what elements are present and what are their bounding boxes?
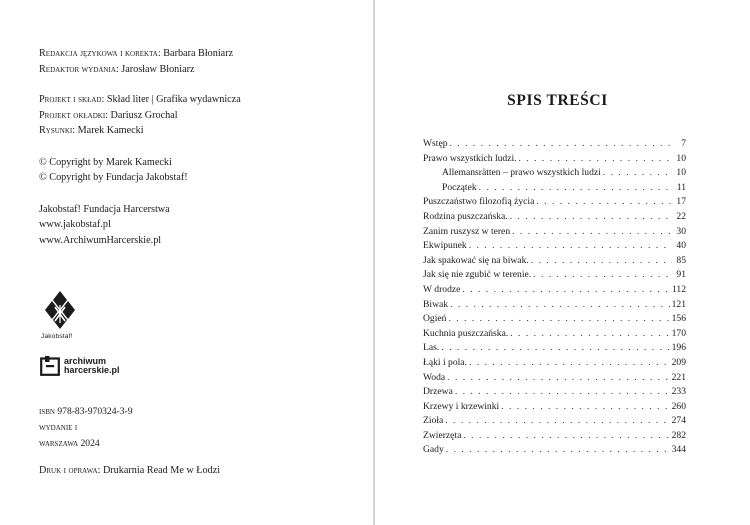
toc-dot-leader: [448, 313, 669, 324]
toc-entry-title: Wstęp: [423, 138, 448, 149]
credit-line: Rysunki: Marek Kamecki: [39, 125, 144, 136]
toc-entry-title: Zanim ruszysz w teren: [423, 225, 511, 237]
toc-entry[interactable]: [423, 299, 686, 314]
toc-dot-leader: [450, 299, 670, 310]
isbn-block: [39, 404, 133, 452]
toc-entry-page: 156: [671, 313, 686, 325]
toc-entry-title: Puszczaństwo filozofią życia: [423, 196, 535, 208]
toc-entry-page: 30: [676, 225, 686, 237]
credit-line: Projekt okładki: Dariusz Grochal: [39, 109, 178, 121]
toc-entry-title: Prawo wszystkich ludzi.: [423, 152, 517, 164]
toc-dot-leader: [510, 211, 672, 222]
toc-entry-page: 10: [676, 152, 686, 164]
toc-entry-title: Rodzina puszczańska.: [423, 210, 508, 222]
jakobstaf-diamond-icon: [45, 291, 75, 331]
toc-dot-leader: [479, 182, 672, 193]
toc-entry-page: 22: [676, 210, 686, 222]
toc-entry[interactable]: [423, 328, 686, 343]
toc-dot-leader: [450, 138, 672, 149]
toc-dot-leader: [501, 401, 669, 412]
toc-entry-page: 170: [671, 327, 686, 339]
toc-entry[interactable]: [423, 444, 686, 459]
toc-entry[interactable]: [423, 153, 686, 168]
toc-entry-title: Zwierzęta: [423, 429, 462, 441]
toc-dot-leader: [603, 167, 672, 178]
toc-entry-title: Ogień: [423, 313, 447, 325]
toc-entry-page: 282: [671, 429, 686, 441]
toc-entry-page: 233: [671, 386, 686, 398]
toc-entry[interactable]: [423, 284, 686, 299]
toc-dot-leader: [510, 328, 669, 339]
toc-dot-leader: [512, 226, 672, 237]
toc-dot-leader: [519, 153, 672, 164]
toc-entry-page: 121: [671, 298, 686, 310]
toc-dot-leader: [455, 386, 670, 397]
credit-line: Redakcja językowa i korekta: Barbara Błoniarz: [39, 48, 234, 59]
toc-entry-page: 10: [676, 167, 686, 179]
publisher-name: Jakobstaf! Fundacja Harcerstwa: [39, 203, 170, 215]
toc-dot-leader: [446, 444, 670, 455]
print-credit: Druk i oprawa: Drukarnia Read Me w Łodzi: [39, 465, 221, 476]
left-page: [0, 0, 373, 525]
toc-dot-leader: [441, 342, 669, 353]
toc-entry-title: Gady: [423, 444, 444, 456]
toc-entry-page: 260: [671, 400, 686, 412]
toc-dot-leader: [531, 255, 672, 266]
toc-entry-title: Las.: [423, 342, 440, 354]
publisher-link[interactable]: www.ArchiwumHarcerskie.pl: [39, 234, 162, 246]
place-year: warszawa 2024: [39, 438, 100, 449]
toc-entry-title: Drzewa: [423, 386, 453, 398]
toc-entry[interactable]: [423, 372, 686, 387]
toc-entry-page: 344: [671, 444, 686, 456]
toc-entry-page: 11: [676, 181, 686, 193]
toc-entry-title: Łąki i pola.: [423, 356, 467, 368]
copyright-line: © Copyright by Marek Kamecki: [39, 156, 172, 168]
archive-box-icon: [40, 356, 60, 376]
isbn: isbn 978-83-970324-3-9: [39, 406, 133, 417]
toc-entry-title: Zioła: [423, 415, 444, 427]
toc-dot-leader: [445, 415, 669, 426]
toc-entry-page: 112: [671, 283, 686, 295]
toc-entry[interactable]: [423, 138, 686, 153]
archiwum-logo-line2: harcerskie.pl: [64, 365, 120, 375]
copyright-line: © Copyright by Fundacja Jakobstaf!: [39, 172, 188, 183]
archiwum-harcerskie-logo: [40, 356, 120, 376]
table-of-contents: [423, 138, 686, 459]
toc-title: SPIS TREŚCI: [507, 92, 608, 109]
toc-entry[interactable]: [423, 226, 686, 241]
credit-line: Projekt i skład: Skład liter | Grafika wydawnicza: [39, 94, 241, 105]
toc-dot-leader: [469, 240, 672, 251]
toc-entry[interactable]: [423, 211, 686, 226]
toc-entry-page: 91: [676, 269, 686, 281]
toc-entry[interactable]: [423, 430, 686, 445]
archiwum-logo-line1: archiwum: [64, 355, 107, 366]
toc-dot-leader: [462, 284, 670, 295]
toc-entry[interactable]: [423, 167, 686, 182]
toc-entry-title: Początek: [442, 181, 477, 193]
toc-entry[interactable]: [423, 240, 686, 255]
toc-dot-leader: [463, 430, 669, 441]
toc-entry-title: Woda: [423, 371, 446, 383]
toc-dot-leader: [533, 269, 672, 280]
imprint-block: [39, 46, 359, 248]
credit-line: Redaktor wydania: Jarosław Błoniarz: [39, 63, 195, 75]
toc-entry-title: Jak się nie zgubić w terenie.: [423, 269, 532, 281]
toc-entry[interactable]: [423, 415, 686, 430]
jakobstaf-logo: [41, 291, 83, 340]
toc-entry[interactable]: [423, 342, 686, 357]
toc-entry-page: 85: [676, 254, 686, 266]
toc-entry-page: 196: [671, 342, 686, 354]
jakobstaf-logo-caption: Jakobstaf!: [41, 333, 73, 340]
toc-dot-leader: [536, 196, 672, 207]
edition: wydanie i: [39, 422, 78, 433]
toc-entry-title: Kuchnia puszczańska.: [423, 327, 509, 339]
toc-entry[interactable]: [423, 182, 686, 197]
toc-entry-page: 209: [671, 356, 686, 368]
toc-entry-title: Jak spakować się na biwak.: [423, 254, 529, 266]
toc-entry-page: 7: [681, 138, 686, 149]
toc-entry[interactable]: [423, 269, 686, 284]
toc-entry[interactable]: [423, 255, 686, 270]
toc-entry[interactable]: [423, 357, 686, 372]
toc-entry-page: 274: [671, 415, 686, 427]
toc-entry-page: 40: [676, 240, 686, 252]
toc-entry-page: 17: [676, 196, 686, 208]
toc-entry-title: Krzewy i krzewinki: [423, 400, 500, 412]
toc-entry[interactable]: [423, 401, 686, 416]
publisher-link[interactable]: www.jakobstaf.pl: [39, 219, 111, 230]
toc-entry-page: 221: [671, 371, 686, 383]
toc-entry-title: Allemansrätten – prawo wszystkich ludzi: [442, 167, 601, 179]
toc-dot-leader: [447, 372, 669, 383]
toc-entry-title: Ekwipunek: [423, 240, 467, 252]
toc-entry[interactable]: [423, 313, 686, 328]
toc-entry-title: W drodze: [423, 283, 461, 295]
toc-dot-leader: [469, 357, 670, 368]
toc-entry[interactable]: [423, 386, 686, 401]
toc-entry[interactable]: [423, 196, 686, 211]
toc-entry-title: Biwak: [423, 298, 449, 310]
